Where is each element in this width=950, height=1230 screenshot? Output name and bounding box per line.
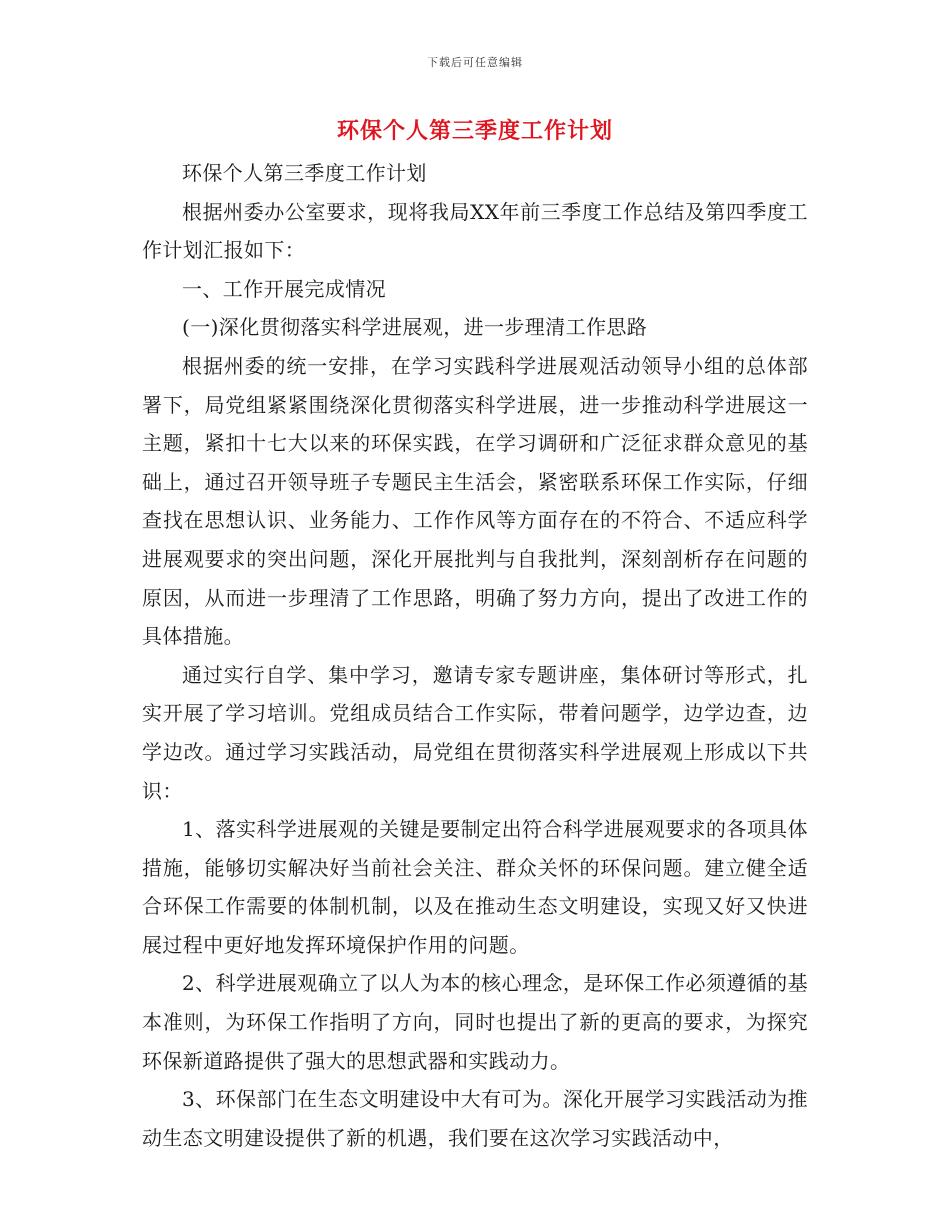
list-item-2: 2、科学进展观确立了以人为本的核心理念，是环保工作必须遵循的基本准则，为环保工作指明了方向，同时也提出了新的更高的要求，为探究环保新道路提供了强大的思想武器和实践动力。 [142, 971, 808, 1073]
paragraph-subtitle: 环保个人第三季度工作计划 [182, 161, 427, 185]
document-title: 环保个人第三季度工作计划 [336, 118, 613, 144]
list-item-1: 1、落实科学进展观的关键是要制定出符合科学进展观要求的各项具体措施，能够切实解决好当前社会关注、群众关怀的环保问题。建立健全适合环保工作需要的体制机制，以及在推动生态文明建设，实现又好又快进展过程中更好地发挥环境保护作用的问题。 [142, 817, 808, 957]
subsection-heading-1: (一)深化贯彻落实科学进展观，进一步理清工作思路 [182, 315, 648, 340]
list-item-3: 3、环保部门在生态文明建设中大有可为。深化开展学习实践活动为推动生态文明建设提供了新的机遇，我们要在这次学习实践活动中， [142, 1087, 808, 1150]
paragraph-body-2: 通过实行自学、集中学习，邀请专家专题讲座，集体研讨等形式，扎实开展了学习培训。党组成员结合工作实际，带着问题学，边学边查，边学边改。通过学习实践活动，局党组在贯彻落实科学进展观上形成以下共识： [142, 662, 808, 803]
section-heading-1: 一、工作开展完成情况 [182, 276, 386, 301]
paragraph-body-1: 根据州委的统一安排，在学习实践科学进展观活动领导小组的总体部署下，局党组紧紧围绕深化贯彻落实科学进展，进一步推动科学进展这一主题，紧扣十七大以来的环保实践，在学习调研和广泛征求群众意见的基础上，通过召开领导班子专题民主生活会，紧密联系环保工作实际，仔细查找在思想认识、业务能力、工作作风等方面存在的不符合、不适应科学进展观要求的突出问题，深化开展批判与自我批判，深刻剖析存在问题的原因，从而进一步理清了工作思路，明确了努力方向，提出了改进工作的具体措施。 [142, 353, 808, 649]
header-note: 下载后可任意编辑 [427, 56, 523, 69]
paragraph-intro: 根据州委办公室要求，现将我局XX年前三季度工作总结及第四季度工作计划汇报如下： [142, 199, 808, 263]
document-body [142, 154, 808, 1157]
